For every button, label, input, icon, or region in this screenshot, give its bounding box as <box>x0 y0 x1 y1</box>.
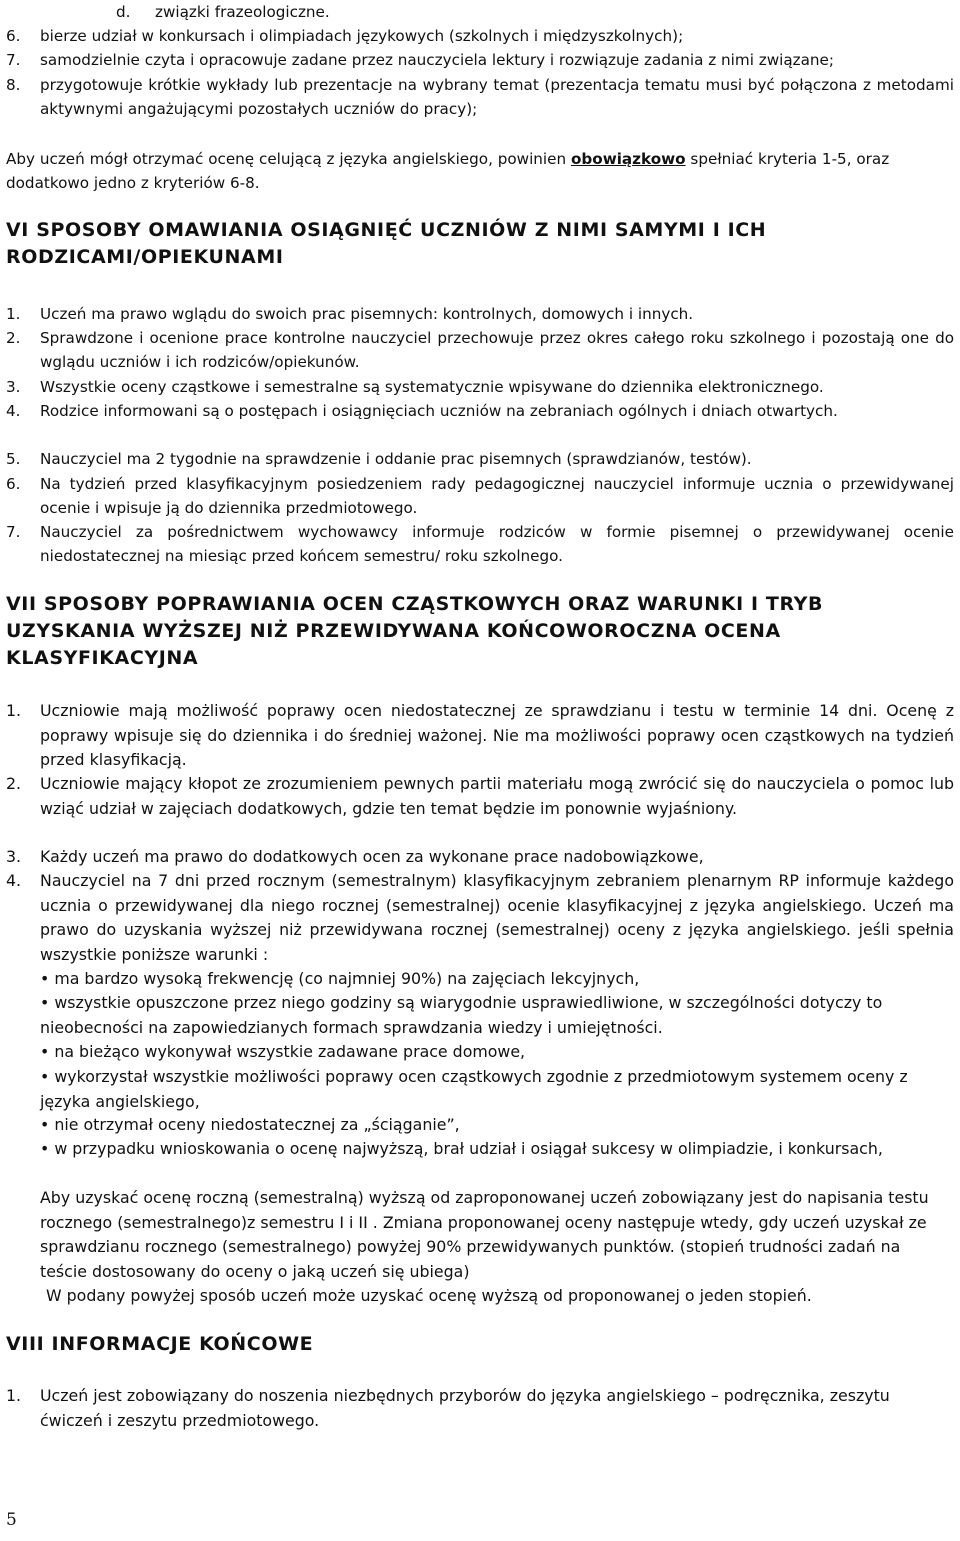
bullet-text: • ma bardzo wysoką frekwencję (co najmniej 90%) na zajęciach lekcyjnych, <box>40 969 640 988</box>
bullet-text: • wykorzystał wszystkie możliwości poprawy ocen cząstkowych zgodnie z przedmiotowym systemem oceny z języka angielskiego, <box>40 1067 908 1111</box>
requirement-text: spełniać kryteria 1-5, oraz dodatkowo jedno z kryteriów 6-8. <box>6 150 890 192</box>
requirement-emphasis: obowiązkowo <box>570 150 686 168</box>
list-number: 7. <box>6 523 21 541</box>
list-text: Uczniowie mający kłopot ze zrozumieniem pewnych partii materiału mogą zwrócić się do nauczyciela o pomoc lub wziąć udział w zajęciach dodatkowych, gdzie ten temat będzie im ponownie wyjaśniony. <box>40 774 954 818</box>
list-text: Uczeń ma prawo wglądu do swoich prac pisemnych: kontrolnych, domowych i innych. <box>40 305 694 323</box>
list-text: Uczeń jest zobowiązany do noszenia niezbędnych przyborów do języka angielskiego – podręcznika, zeszytu ćwiczeń i zeszytu przedmiotowego. <box>40 1386 890 1430</box>
list-number: 2. <box>6 329 21 347</box>
bullet-text: • w przypadku wnioskowania o ocenę najwyższą, brał udział i osiągał sukcesy w olimpiadzie, i konkursach, <box>40 1139 883 1158</box>
list-number: 8. <box>6 76 21 94</box>
section-6-heading: VI SPOSOBY OMAWIANIA OSIĄGNIĘĆ UCZNIÓW Z NIMI SAMYMI I ICH RODZICAMI/OPIEKUNAMI <box>6 219 767 268</box>
list-text: Nauczyciel za pośrednictwem wychowawcy informuje rodziców w formie pisemnej o przewidywanej ocenie niedostatecznej na miesiąc przed końcem semestru/ roku szkolnego. <box>40 523 954 565</box>
list-number: 1. <box>6 305 21 323</box>
list-text: Nauczyciel ma 2 tygodnie na sprawdzenie i oddanie prac pisemnych (sprawdzianów, testów). <box>40 450 752 468</box>
list-text: związki frazeologiczne. <box>155 3 330 21</box>
list-number: 6. <box>6 475 21 493</box>
list-number: 7. <box>6 51 21 69</box>
list-number: 4. <box>6 402 21 420</box>
bullet-text: • wszystkie opuszczone przez niego godziny są wiarygodnie usprawiedliwione, w szczególności dotyczy to nieobecności na zapowiedzianych formach sprawdzania wiedzy i umiejętności. <box>40 993 883 1037</box>
list-number: 3. <box>6 378 21 396</box>
list-text: Uczniowie mają możliwość poprawy ocen niedostatecznej ze sprawdzianu i testu w terminie 14 dni. Ocenę z poprawy wpisuje się do dziennika i do średniej ważonej. Nie ma możliwości poprawy ocen cząstkowych na tydzień przed klasyfikacją. <box>40 701 954 769</box>
section-7-heading: VII SPOSOBY POPRAWIANIA OCEN CZĄSTKOWYCH ORAZ WARUNKI I TRYB UZYSKANIA WYŻSZEJ NIŻ PRZEWIDYWANA KOŃCOWOROCZNA OCENA KLASYFIKACYJNA <box>6 593 824 669</box>
list-number: 2. <box>6 774 22 793</box>
list-text: bierze udział w konkursach i olimpiadach językowych (szkolnych i międzyszkolnych); <box>40 27 684 45</box>
list-text: Każdy uczeń ma prawo do dodatkowych ocen za wykonane prace nadobowiązkowe, <box>40 847 704 866</box>
list-number: d. <box>116 3 131 21</box>
list-text: samodzielnie czyta i opracowuje zadane przez nauczyciela lektury i rozwiązuje zadania z nimi związane; <box>40 51 835 69</box>
list-number: 1. <box>6 1386 22 1405</box>
list-text: Nauczyciel na 7 dni przed rocznym (semestralnym) klasyfikacyjnym zebraniem plenarnym RP informuje każdego ucznia o przewidywanej dla niego rocznej (semestralnej) ocenie klasyfikacyjnej z języka angielskiego. Uczeń ma prawo do uzyskania wyższej niż przewidywana rocznej (semestralnej) oceny z języka angielskiego. jeśli spełnia wszystkie poniższe warunki : <box>40 871 954 964</box>
list-number: 1. <box>6 701 22 720</box>
closing-text: W podany powyżej sposób uczeń może uzyskać ocenę wyższą od proponowanej o jeden stopień. <box>46 1286 812 1305</box>
list-text: Wszystkie oceny cząstkowe i semestralne są systematycznie wpisywane do dziennika elektronicznego. <box>40 378 824 396</box>
bullet-text: • nie otrzymał oceny niedostatecznej za „ściąganie”, <box>40 1115 460 1134</box>
list-text: Na tydzień przed klasyfikacyjnym posiedzeniem rady pedagogicznej nauczyciel informuje ucznia o przewidywanej ocenie i wpisuje ją do dziennika przedmiotowego. <box>40 475 954 517</box>
list-text: Sprawdzone i ocenione prace kontrolne nauczyciel przechowuje przez okres całego roku szkolnego i pozostają one do wglądu uczniów i ich rodziców/opiekunów. <box>40 329 954 371</box>
list-number: 4. <box>6 871 22 890</box>
list-number: 5. <box>6 450 21 468</box>
list-text: przygotowuje krótkie wykłady lub prezentacje na wybrany temat (prezentacja tematu musi być połączona z metodami aktywnymi angażującymi pozostałych uczniów do pracy); <box>40 76 954 118</box>
list-text: Rodzice informowani są o postępach i osiągnięciach uczniów na zebraniach ogólnych i dniach otwartych. <box>40 402 838 420</box>
page-number: 5 <box>6 1510 17 1530</box>
section-8-heading: VIII INFORMACJE KOŃCOWE <box>6 1333 314 1355</box>
bullet-text: • na bieżąco wykonywał wszystkie zadawane prace domowe, <box>40 1042 526 1061</box>
closing-text: Aby uzyskać ocenę roczną (semestralną) wyższą od zaproponowanej uczeń zobowiązany jest do napisania testu rocznego (semestralnego)z semestru I i II . Zmiana proponowanej oceny następuje wtedy, gdy uczeń uzyskał ze sprawdzianu rocznego (semestralnego) powyżej 90% przewidywanych punktów. (stopień trudności zadań na teście dostosowany do oceny o jaką uczeń się ubiega) <box>40 1188 929 1281</box>
list-number: 3. <box>6 847 22 866</box>
requirement-paragraph <box>6 147 954 195</box>
list-number: 6. <box>6 27 21 45</box>
requirement-text: Aby uczeń mógł otrzymać ocenę celującą z języka angielskiego, powinien <box>6 150 571 168</box>
